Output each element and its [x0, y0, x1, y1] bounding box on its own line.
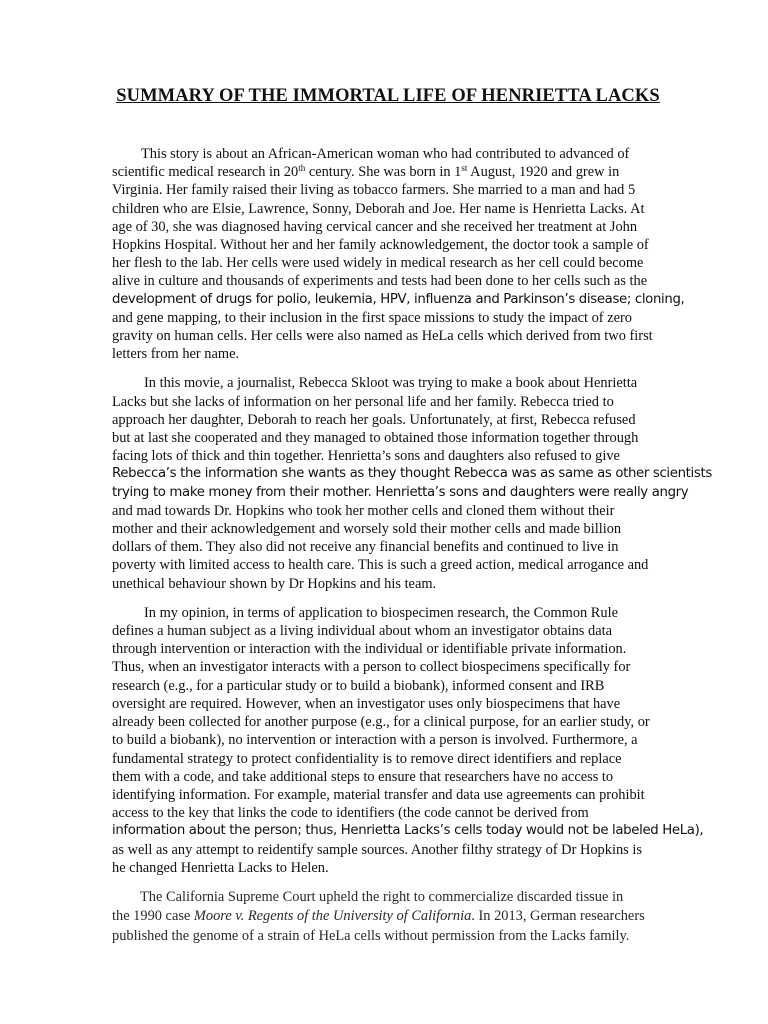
paragraph-1-line: gravity on human cells. Her cells were also named as HeLa cells which derived from two first — [112, 328, 653, 345]
paragraph-2-line: In this movie, a journalist, Rebecca Skloot was trying to make a book about Henrietta — [144, 375, 638, 392]
paragraph-2-line: trying to make money from their mother. Henrietta’s sons and daughters were really angry — [112, 484, 689, 500]
paragraph-3-line: fundamental strategy to protect confidentiality is to remove direct identifiers and replace — [112, 750, 622, 767]
paragraph-3-line: through intervention or interaction with the individual or identifiable private information. — [112, 641, 627, 658]
paragraph-3-line: research (e.g., for a particular study or to build a biobank), informed consent and IRB — [112, 677, 605, 694]
paragraph-1-line: children who are Elsie, Lawrence, Sonny, Deborah and Joe. Her name is Henrietta Lacks. At — [112, 200, 645, 217]
paragraph-3-line: In my opinion, in terms of application to biospecimen research, the Common Rule — [144, 604, 618, 621]
text-run: scientific medical research in 20 — [112, 164, 299, 181]
paragraph-3-line: them with a code, and take additional steps to ensure that researchers have no access to — [112, 768, 614, 785]
paragraph-3-line: already been collected for another purpose (e.g., for a clinical purpose, for an earlier study, or — [112, 714, 650, 731]
paragraph-1-line: This story is about an African-American woman who had contributed to advanced of — [141, 146, 630, 162]
paragraph-2-line: Rebecca’s the information she wants as they thought Rebecca was as same as other scientists — [112, 466, 712, 482]
paragraph-2-line: but at last she cooperated and they managed to obtained those information together through — [112, 430, 639, 447]
paragraph-1-line: Hopkins Hospital. Without her and her family acknowledgement, the doctor took a sample of — [112, 237, 649, 254]
paragraph-1-line: and gene mapping, to their inclusion in the first space missions to study the impact of zero — [112, 309, 632, 326]
paragraph-2-line: dollars of them. They also did not receive any financial benefits and continued to live in — [112, 539, 619, 556]
paragraph-3-line: defines a human subject as a living individual about whom an investigator obtains data — [112, 623, 612, 640]
case-name: Moore v. Regents of the University of California — [193, 908, 472, 925]
paragraph-3-line: access to the key that links the code to identifiers (the code cannot be derived from — [112, 805, 589, 822]
text-run: August, 1920 and grew in — [467, 164, 620, 181]
paragraph-2-line: mother and their acknowledgement and worsely sold their mother cells and made billion — [112, 521, 622, 538]
paragraph-2-line: poverty with limited access to health care. This is such a greed action, medical arrogance and — [112, 557, 649, 574]
paragraph-4-line: The California Supreme Court upheld the right to commercialize discarded tissue in — [140, 888, 624, 905]
paragraph-3-line: as well as any attempt to reidentify sample sources. Another filthy strategy of Dr Hopkins is — [112, 841, 642, 858]
paragraph-3-line: identifying information. For example, material transfer and data use agreements can prohibit — [112, 786, 645, 803]
paragraph-1-line: development of drugs for polio, leukemia, HPV, influenza and Parkinson’s disease; cloning, — [112, 291, 685, 307]
paragraph-3-line: to build a biobank), no intervention or interaction with a person is involved. Furthermore, a — [112, 732, 638, 749]
paragraph-2-line: Lacks but she lacks of information on her personal life and her family. Rebecca tried to — [112, 393, 614, 410]
paragraph-1-line — [112, 163, 664, 181]
text-run: the 1990 case — [112, 908, 194, 925]
paragraph-1-line: letters from her name. — [112, 346, 240, 363]
paragraph-3-line: information about the person; thus, Henrietta Lacks’s cells today would not be labeled HeLa), — [112, 823, 704, 839]
paragraph-2-line: approach her daughter, Deborah to reach her goals. Unfortunately, at first, Rebecca refused — [112, 411, 636, 428]
paragraph-1-line: her flesh to the lab. Her cells were used widely in medical research as her cell could become — [112, 255, 644, 272]
paragraph-2 — [112, 374, 712, 592]
paragraph-4 — [112, 888, 664, 947]
paragraph-1 — [112, 145, 685, 363]
text-run: century. She was born in 1 — [305, 164, 462, 181]
text-run: . In 2013, German researchers — [471, 908, 645, 925]
page-title: SUMMARY OF THE IMMORTAL LIFE OF HENRIETTA LACKS — [116, 86, 660, 106]
paragraph-2-line: and mad towards Dr. Hopkins who took her mother cells and cloned them without their — [112, 502, 615, 519]
paragraph-3-line: he changed Henrietta Lacks to Helen. — [112, 859, 329, 876]
paragraph-3-line: Thus, when an investigator interacts with a person to collect biospecimens specifically for — [112, 659, 631, 676]
paragraph-1-line: alive in culture and thousands of experiments and tests had been done to her cells such as the — [112, 273, 648, 290]
superscript: th — [298, 163, 306, 174]
paragraph-3 — [112, 604, 704, 877]
paragraph-4-line: published the genome of a strain of HeLa cells without permission from the Lacks family. — [112, 927, 630, 944]
paragraph-2-line: unethical behaviour shown by Dr Hopkins and his team. — [112, 575, 437, 592]
superscript: st — [461, 163, 468, 174]
paragraph-1-line: age of 30, she was diagnosed having cervical cancer and she received her treatment at John — [112, 218, 638, 235]
paragraph-1-line: Virginia. Her family raised their living as tobacco farmers. She married to a man and had 5 — [112, 182, 636, 199]
paragraph-2-line: facing lots of thick and thin together. Henrietta’s sons and daughters also refused to give — [112, 448, 620, 465]
paragraph-3-line: oversight are required. However, when an investigator uses only biospecimens that have — [112, 695, 621, 712]
paragraph-4-line — [112, 907, 664, 927]
